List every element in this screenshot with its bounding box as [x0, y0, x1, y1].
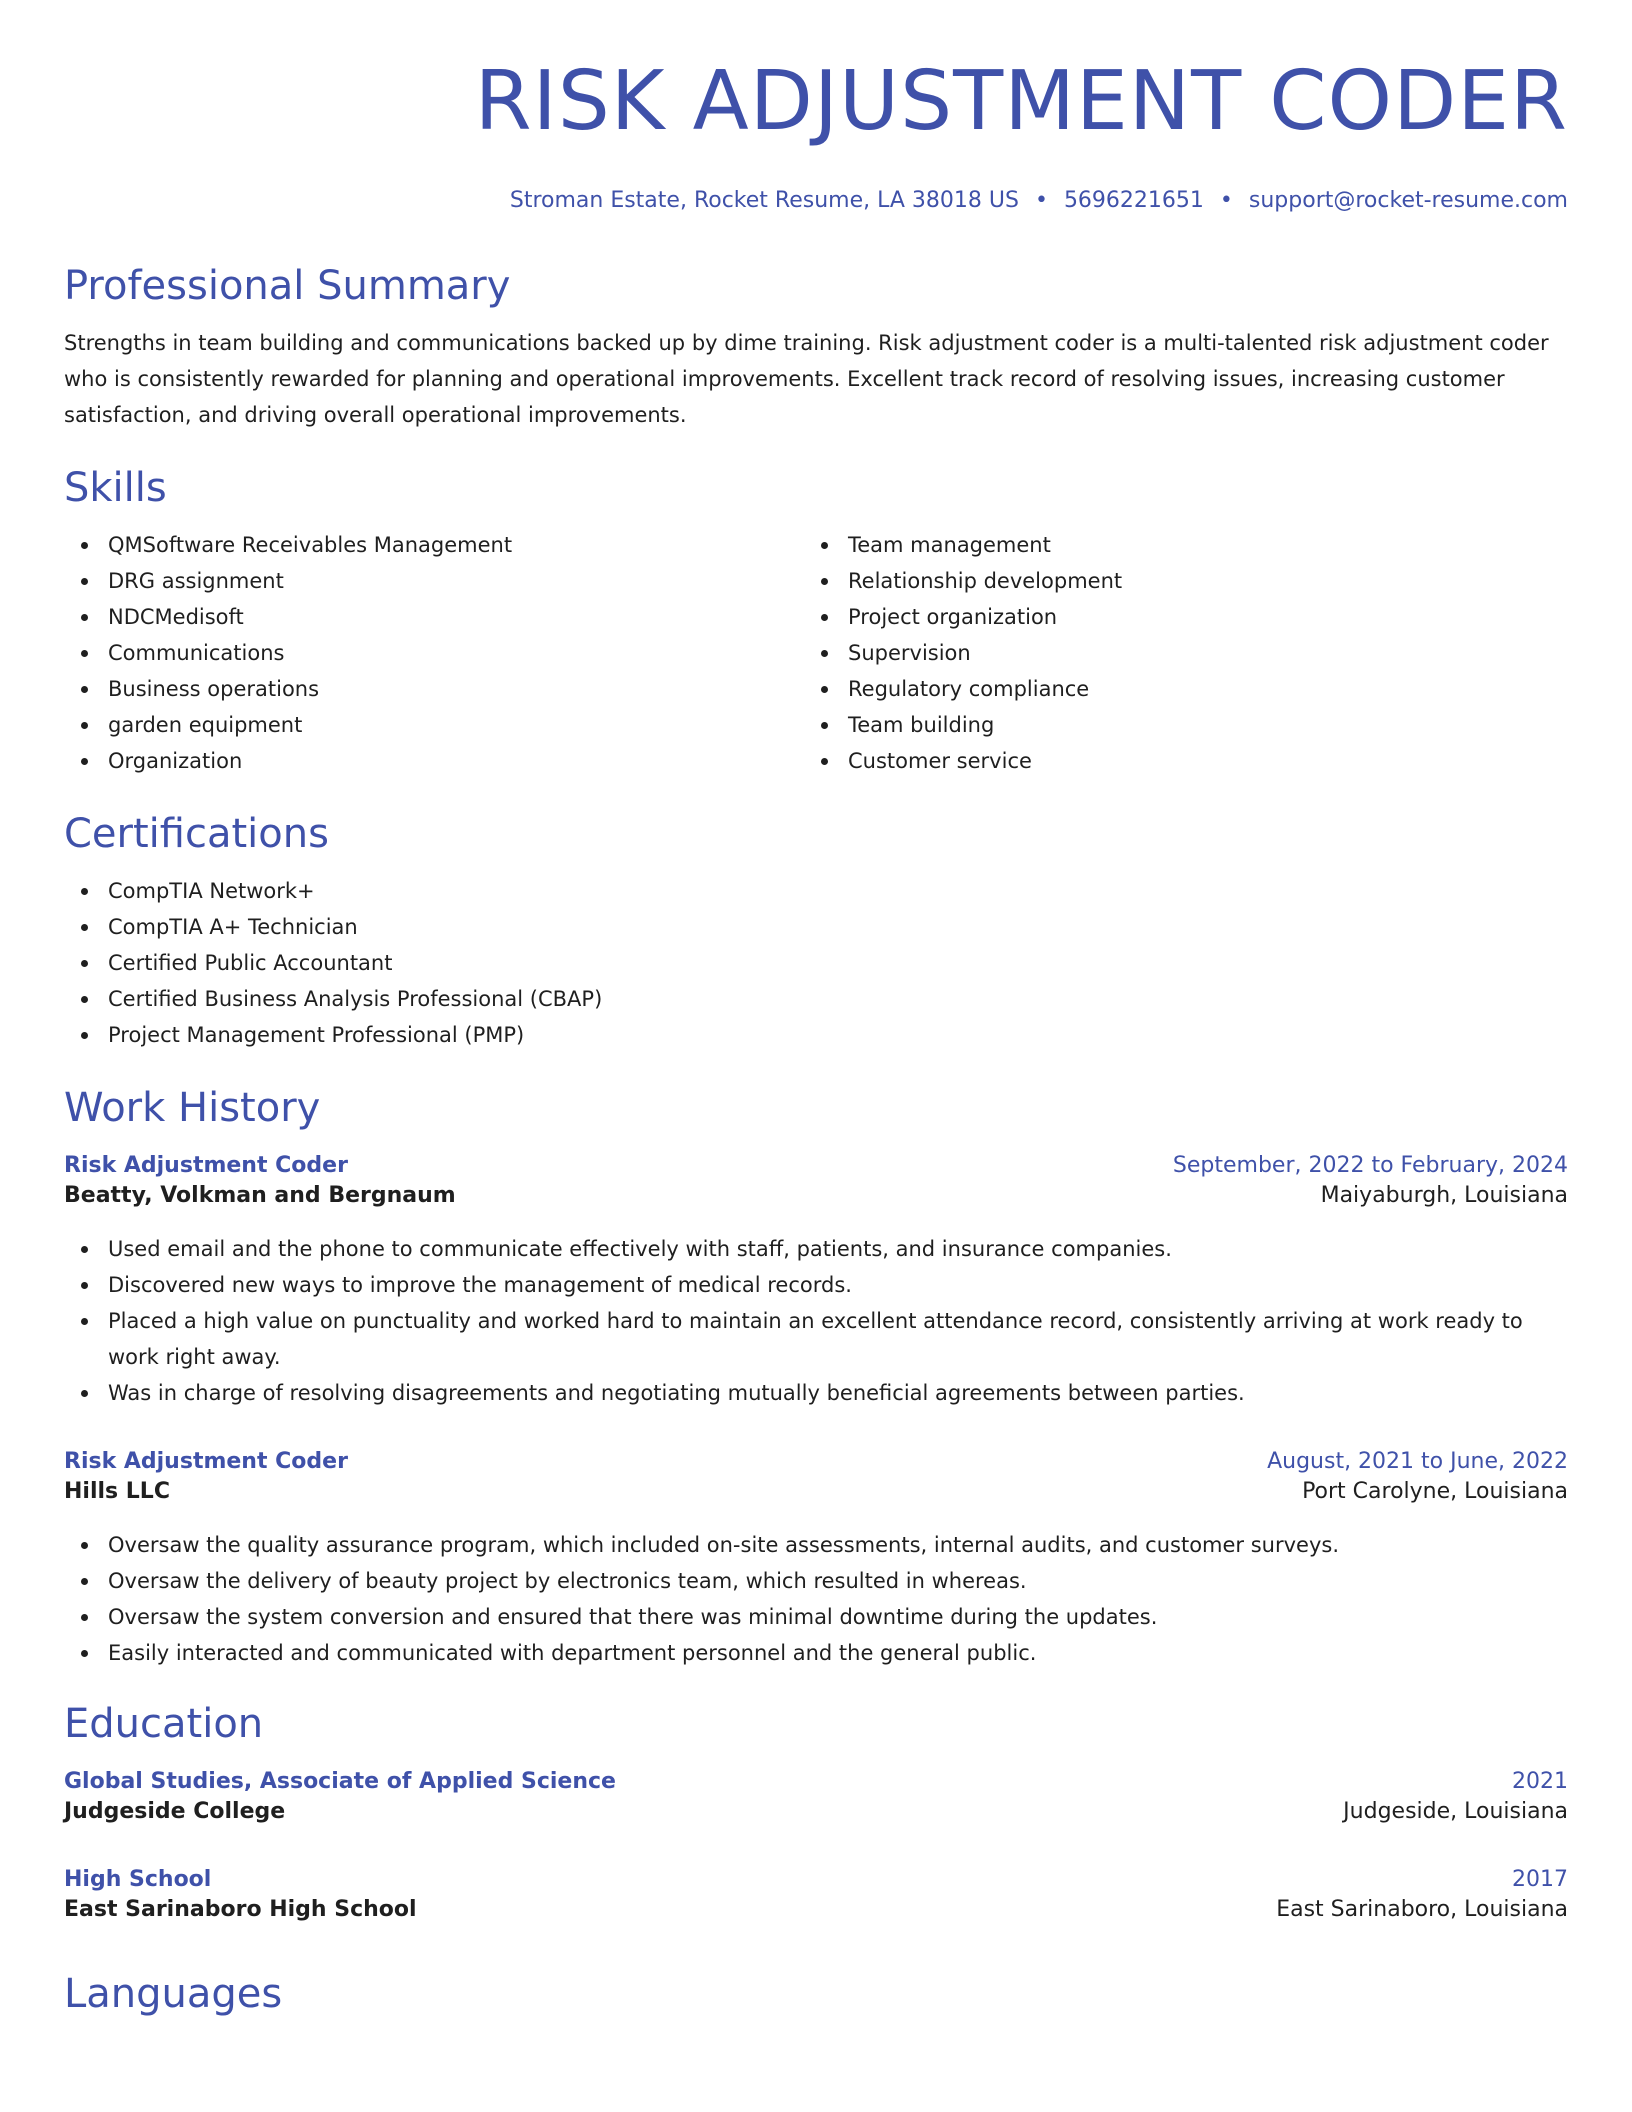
skills-grid	[64, 527, 1568, 779]
education-location: Judgeside, Louisiana	[1343, 1799, 1568, 1824]
education-entry	[64, 1767, 1568, 1827]
job-bullet: Discovered new ways to improve the management of medical records.	[64, 1267, 1564, 1303]
certification-item: Certified Public Accountant	[64, 945, 1568, 981]
job-bullets	[64, 1231, 1568, 1411]
certification-item: CompTIA Network+	[64, 873, 1568, 909]
education-degree: High School	[64, 1867, 212, 1892]
certifications-heading: Certifications	[64, 811, 329, 857]
certifications-section	[64, 809, 1568, 1053]
job-title: Risk Adjustment Coder	[64, 1449, 348, 1474]
skill-item: NDCMedisoft	[64, 599, 804, 635]
skills-section	[64, 463, 1568, 779]
contact-address: Stroman Estate, Rocket Resume, LA 38018 US	[509, 188, 1019, 213]
certification-item: Certified Business Analysis Professional (CBAP)	[64, 981, 1568, 1017]
skill-item: Business operations	[64, 671, 804, 707]
skill-item: Organization	[64, 743, 804, 779]
certifications-list	[64, 873, 1568, 1053]
skill-item: Relationship development	[804, 563, 1544, 599]
job-title-row	[64, 1447, 1568, 1477]
job-bullet: Oversaw the system conversion and ensured that there was minimal downtime during the updates.	[64, 1599, 1564, 1635]
education-year: 2021	[1512, 1769, 1568, 1794]
job-entry	[64, 1447, 1568, 1671]
education-location: East Sarinaboro, Louisiana	[1276, 1897, 1568, 1922]
job-company-row	[64, 1477, 1568, 1507]
summary-heading: Professional Summary	[64, 263, 511, 309]
contact-separator: •	[1034, 188, 1048, 213]
job-company: Beatty, Volkman and Bergnaum	[64, 1183, 456, 1208]
contact-line	[64, 186, 1568, 216]
certification-item: CompTIA A+ Technician	[64, 909, 1568, 945]
job-dates: August, 2021 to June, 2022	[1267, 1449, 1568, 1474]
skill-item: Regulatory compliance	[804, 671, 1544, 707]
job-location: Maiyaburgh, Louisiana	[1320, 1183, 1568, 1208]
job-company: Hills LLC	[64, 1479, 170, 1504]
skill-item: Project organization	[804, 599, 1544, 635]
job-bullet: Was in charge of resolving disagreements and negotiating mutually beneficial agreements between parties.	[64, 1375, 1564, 1411]
skill-item: Customer service	[804, 743, 1544, 779]
contact-phone: 5696221651	[1063, 188, 1204, 213]
skill-item: Communications	[64, 635, 804, 671]
education-school: East Sarinaboro High School	[64, 1897, 417, 1922]
job-entry	[64, 1151, 1568, 1411]
education-entry	[64, 1865, 1568, 1925]
skills-list-right	[804, 527, 1544, 779]
resume-header	[64, 52, 1568, 216]
work-history-section	[64, 1083, 1568, 1671]
work-history-heading: Work History	[64, 1085, 321, 1131]
skills-list-left	[64, 527, 804, 779]
education-school-row	[64, 1895, 1568, 1925]
job-bullet: Placed a high value on punctuality and worked hard to maintain an excellent attendance record, consistently arriving at work ready to work right away.	[64, 1303, 1564, 1375]
education-heading: Education	[64, 1701, 264, 1747]
job-title: Risk Adjustment Coder	[64, 1153, 348, 1178]
skill-item: garden equipment	[64, 707, 804, 743]
job-location: Port Carolyne, Louisiana	[1302, 1479, 1568, 1504]
candidate-name: RISK ADJUSTMENT CODER	[474, 54, 1568, 149]
education-degree-row	[64, 1865, 1568, 1895]
languages-heading: Languages	[64, 1971, 283, 2017]
education-section	[64, 1699, 1568, 1925]
languages-section	[64, 1969, 1568, 2019]
summary-text: Strengths in team building and communications backed up by dime training. Risk adjustment coder is a multi-talented risk adjustment coder who is consistently rewarded for planning and operational improvements. Excellent track record of resolving issues, increasing customer satisfaction, and driving overall operational improvements.	[64, 331, 1549, 427]
contact-separator: •	[1219, 188, 1233, 213]
education-school: Judgeside College	[64, 1799, 286, 1824]
job-title-row	[64, 1151, 1568, 1181]
job-bullet: Oversaw the quality assurance program, which included on-site assessments, internal audits, and customer surveys.	[64, 1527, 1564, 1563]
education-degree: Global Studies, Associate of Applied Science	[64, 1769, 616, 1794]
certification-item: Project Management Professional (PMP)	[64, 1017, 1568, 1053]
job-bullet: Oversaw the delivery of beauty project by electronics team, which resulted in whereas.	[64, 1563, 1564, 1599]
education-degree-row	[64, 1767, 1568, 1797]
education-year: 2017	[1512, 1867, 1568, 1892]
skill-item: QMSoftware Receivables Management	[64, 527, 804, 563]
job-dates: September, 2022 to February, 2024	[1172, 1153, 1568, 1178]
skills-heading: Skills	[64, 465, 167, 511]
job-bullet: Easily interacted and communicated with department personnel and the general public.	[64, 1635, 1564, 1671]
skill-item: Team management	[804, 527, 1544, 563]
skill-item: Team building	[804, 707, 1544, 743]
job-bullets	[64, 1527, 1568, 1671]
job-company-row	[64, 1181, 1568, 1211]
education-school-row	[64, 1797, 1568, 1827]
skill-item: Supervision	[804, 635, 1544, 671]
skill-item: DRG assignment	[64, 563, 804, 599]
summary-section	[64, 261, 1568, 433]
contact-email: support@rocket-resume.com	[1248, 188, 1568, 213]
job-bullet: Used email and the phone to communicate effectively with staff, patients, and insurance companies.	[64, 1231, 1564, 1267]
